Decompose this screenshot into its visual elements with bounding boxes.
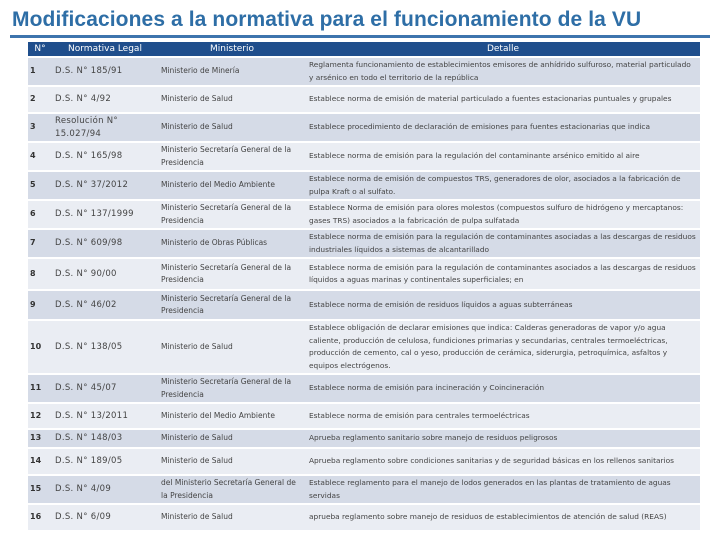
header-ministry: Ministerio	[158, 42, 306, 56]
table-row	[28, 114, 700, 141]
row-detail: Establece norma de emisión para incineración y Coincineración	[306, 375, 700, 402]
row-ministry: Ministerio Secretaría General de la Presidencia	[158, 291, 306, 319]
row-legal: D.S. N° 45/07	[52, 375, 158, 402]
row-legal: D.S. N° 46/02	[52, 291, 158, 319]
row-legal: D.S. N° 4/09	[52, 476, 158, 503]
table-row	[28, 321, 700, 373]
table-row	[28, 375, 700, 402]
row-number: 7	[28, 230, 52, 257]
table-row	[28, 58, 700, 85]
table-row	[28, 476, 700, 503]
row-ministry: Ministerio del Medio Ambiente	[158, 404, 306, 428]
row-ministry: Ministerio Secretaría General de la Presidencia	[158, 259, 306, 289]
row-detail: Aprueba reglamento sobre condiciones sanitarias y de seguridad básicas en los rellenos sanitarios	[306, 449, 700, 474]
row-ministry: Ministerio de Salud	[158, 87, 306, 112]
row-number: 10	[28, 321, 52, 373]
row-ministry: Ministerio Secretaría General de la Presidencia	[158, 375, 306, 402]
table-row	[28, 201, 700, 228]
row-number: 6	[28, 201, 52, 228]
table-header-row	[28, 42, 700, 56]
row-detail: Establece reglamento para el manejo de lodos generados en las plantas de tratamiento de aguas servidas	[306, 476, 700, 503]
row-legal: D.S. N° 165/98	[52, 143, 158, 170]
row-number: 15	[28, 476, 52, 503]
table-body	[28, 58, 700, 530]
row-legal: D.S. N° 609/98	[52, 230, 158, 257]
header-detail: Detalle	[306, 42, 700, 56]
row-number: 8	[28, 259, 52, 289]
row-detail: Establece norma de emisión para la regulación de contaminantes asociados a las descargas de residuos líquidos a aguas marinas y continentales superficiales; en	[306, 259, 700, 289]
table-row	[28, 230, 700, 257]
row-ministry: Ministerio de Salud	[158, 505, 306, 530]
table-row	[28, 87, 700, 112]
row-legal: D.S. N° 137/1999	[52, 201, 158, 228]
row-legal: D.S. N° 148/03	[52, 430, 158, 447]
regulations-table	[28, 40, 700, 532]
row-number: 11	[28, 375, 52, 402]
row-detail: Establece norma de emisión para la regulación del contaminante arsénico emitido al aire	[306, 143, 700, 170]
table-row	[28, 143, 700, 170]
row-number: 2	[28, 87, 52, 112]
row-ministry: Ministerio del Medio Ambiente	[158, 172, 306, 199]
table-row	[28, 291, 700, 319]
table-row	[28, 505, 700, 530]
row-legal: D.S. N° 90/00	[52, 259, 158, 289]
row-number: 1	[28, 58, 52, 85]
table-row	[28, 172, 700, 199]
row-detail: Establece norma de emisión de compuestos TRS, generadores de olor, asociados a la fabricación de pulpa Kraft o al sulfato.	[306, 172, 700, 199]
row-legal: D.S. N° 6/09	[52, 505, 158, 530]
table-row	[28, 259, 700, 289]
table-row	[28, 404, 700, 428]
row-legal: D.S. N° 4/92	[52, 87, 158, 112]
row-number: 12	[28, 404, 52, 428]
row-number: 5	[28, 172, 52, 199]
row-legal: D.S. N° 37/2012	[52, 172, 158, 199]
row-legal: D.S. N° 189/05	[52, 449, 158, 474]
row-ministry: Ministerio de Obras Públicas	[158, 230, 306, 257]
row-ministry: Ministerio de Salud	[158, 321, 306, 373]
row-legal: D.S. N° 13/2011	[52, 404, 158, 428]
row-ministry: Ministerio de Salud	[158, 430, 306, 447]
row-detail: Establece norma de emisión para centrales termoeléctricas	[306, 404, 700, 428]
header-number: N°	[28, 42, 52, 56]
row-detail: Establece Norma de emisión para olores molestos (compuestos sulfuro de hidrógeno y mercaptanos: gases TRS) asociados a la fabricación de pulpa sulfatada	[306, 201, 700, 228]
row-ministry: Ministerio de Minería	[158, 58, 306, 85]
row-ministry: Ministerio de Salud	[158, 114, 306, 141]
table-row	[28, 449, 700, 474]
row-ministry: Ministerio Secretaría General de la Presidencia	[158, 201, 306, 228]
row-ministry: Ministerio de Salud	[158, 449, 306, 474]
header-legal: Normativa Legal	[52, 42, 158, 56]
row-legal: D.S. N° 138/05	[52, 321, 158, 373]
title-underline	[10, 35, 710, 38]
row-number: 4	[28, 143, 52, 170]
row-detail: Establece norma de emisión de residuos líquidos a aguas subterráneas	[306, 291, 700, 319]
row-number: 13	[28, 430, 52, 447]
row-number: 16	[28, 505, 52, 530]
row-detail: Reglamenta funcionamiento de establecimientos emisores de anhídrido sulfuroso, material particulado y arsénico en todo el territorio de la república	[306, 58, 700, 85]
row-legal: D.S. N° 185/91	[52, 58, 158, 85]
row-detail: Establece obligación de declarar emisiones que indica: Calderas generadoras de vapor y/o agua caliente, producción de celulosa, fundiciones primarias y secundarias, centrales termoeléctricas, producción de cemento, cal o yeso, producción de cerámica, siderurgia, petroquímica, asfaltos y equipos electrógenos.	[306, 321, 700, 373]
row-detail: Establece norma de emisión para la regulación de contaminantes asociadas a las descargas de residuos industriales líquidos a sistemas de alcantarillado	[306, 230, 700, 257]
row-number: 9	[28, 291, 52, 319]
row-ministry: Ministerio Secretaría General de la Presidencia	[158, 143, 306, 170]
row-number: 3	[28, 114, 52, 141]
row-detail: aprueba reglamento sobre manejo de residuos de establecimientos de atención de salud (REAS)	[306, 505, 700, 530]
row-detail: Aprueba reglamento sanitario sobre manejo de residuos peligrosos	[306, 430, 700, 447]
row-number: 14	[28, 449, 52, 474]
table-row	[28, 430, 700, 447]
row-detail: Establece procedimiento de declaración de emisiones para fuentes estacionarias que indica	[306, 114, 700, 141]
row-ministry: del Ministerio Secretaría General de la Presidencia	[158, 476, 306, 503]
row-legal: Resolución N° 15.027/94	[52, 114, 158, 141]
slide-title: Modificaciones a la normativa para el funcionamiento de la VU	[12, 8, 642, 31]
row-detail: Establece norma de emisión de material particulado a fuentes estacionarias puntuales y grupales	[306, 87, 700, 112]
